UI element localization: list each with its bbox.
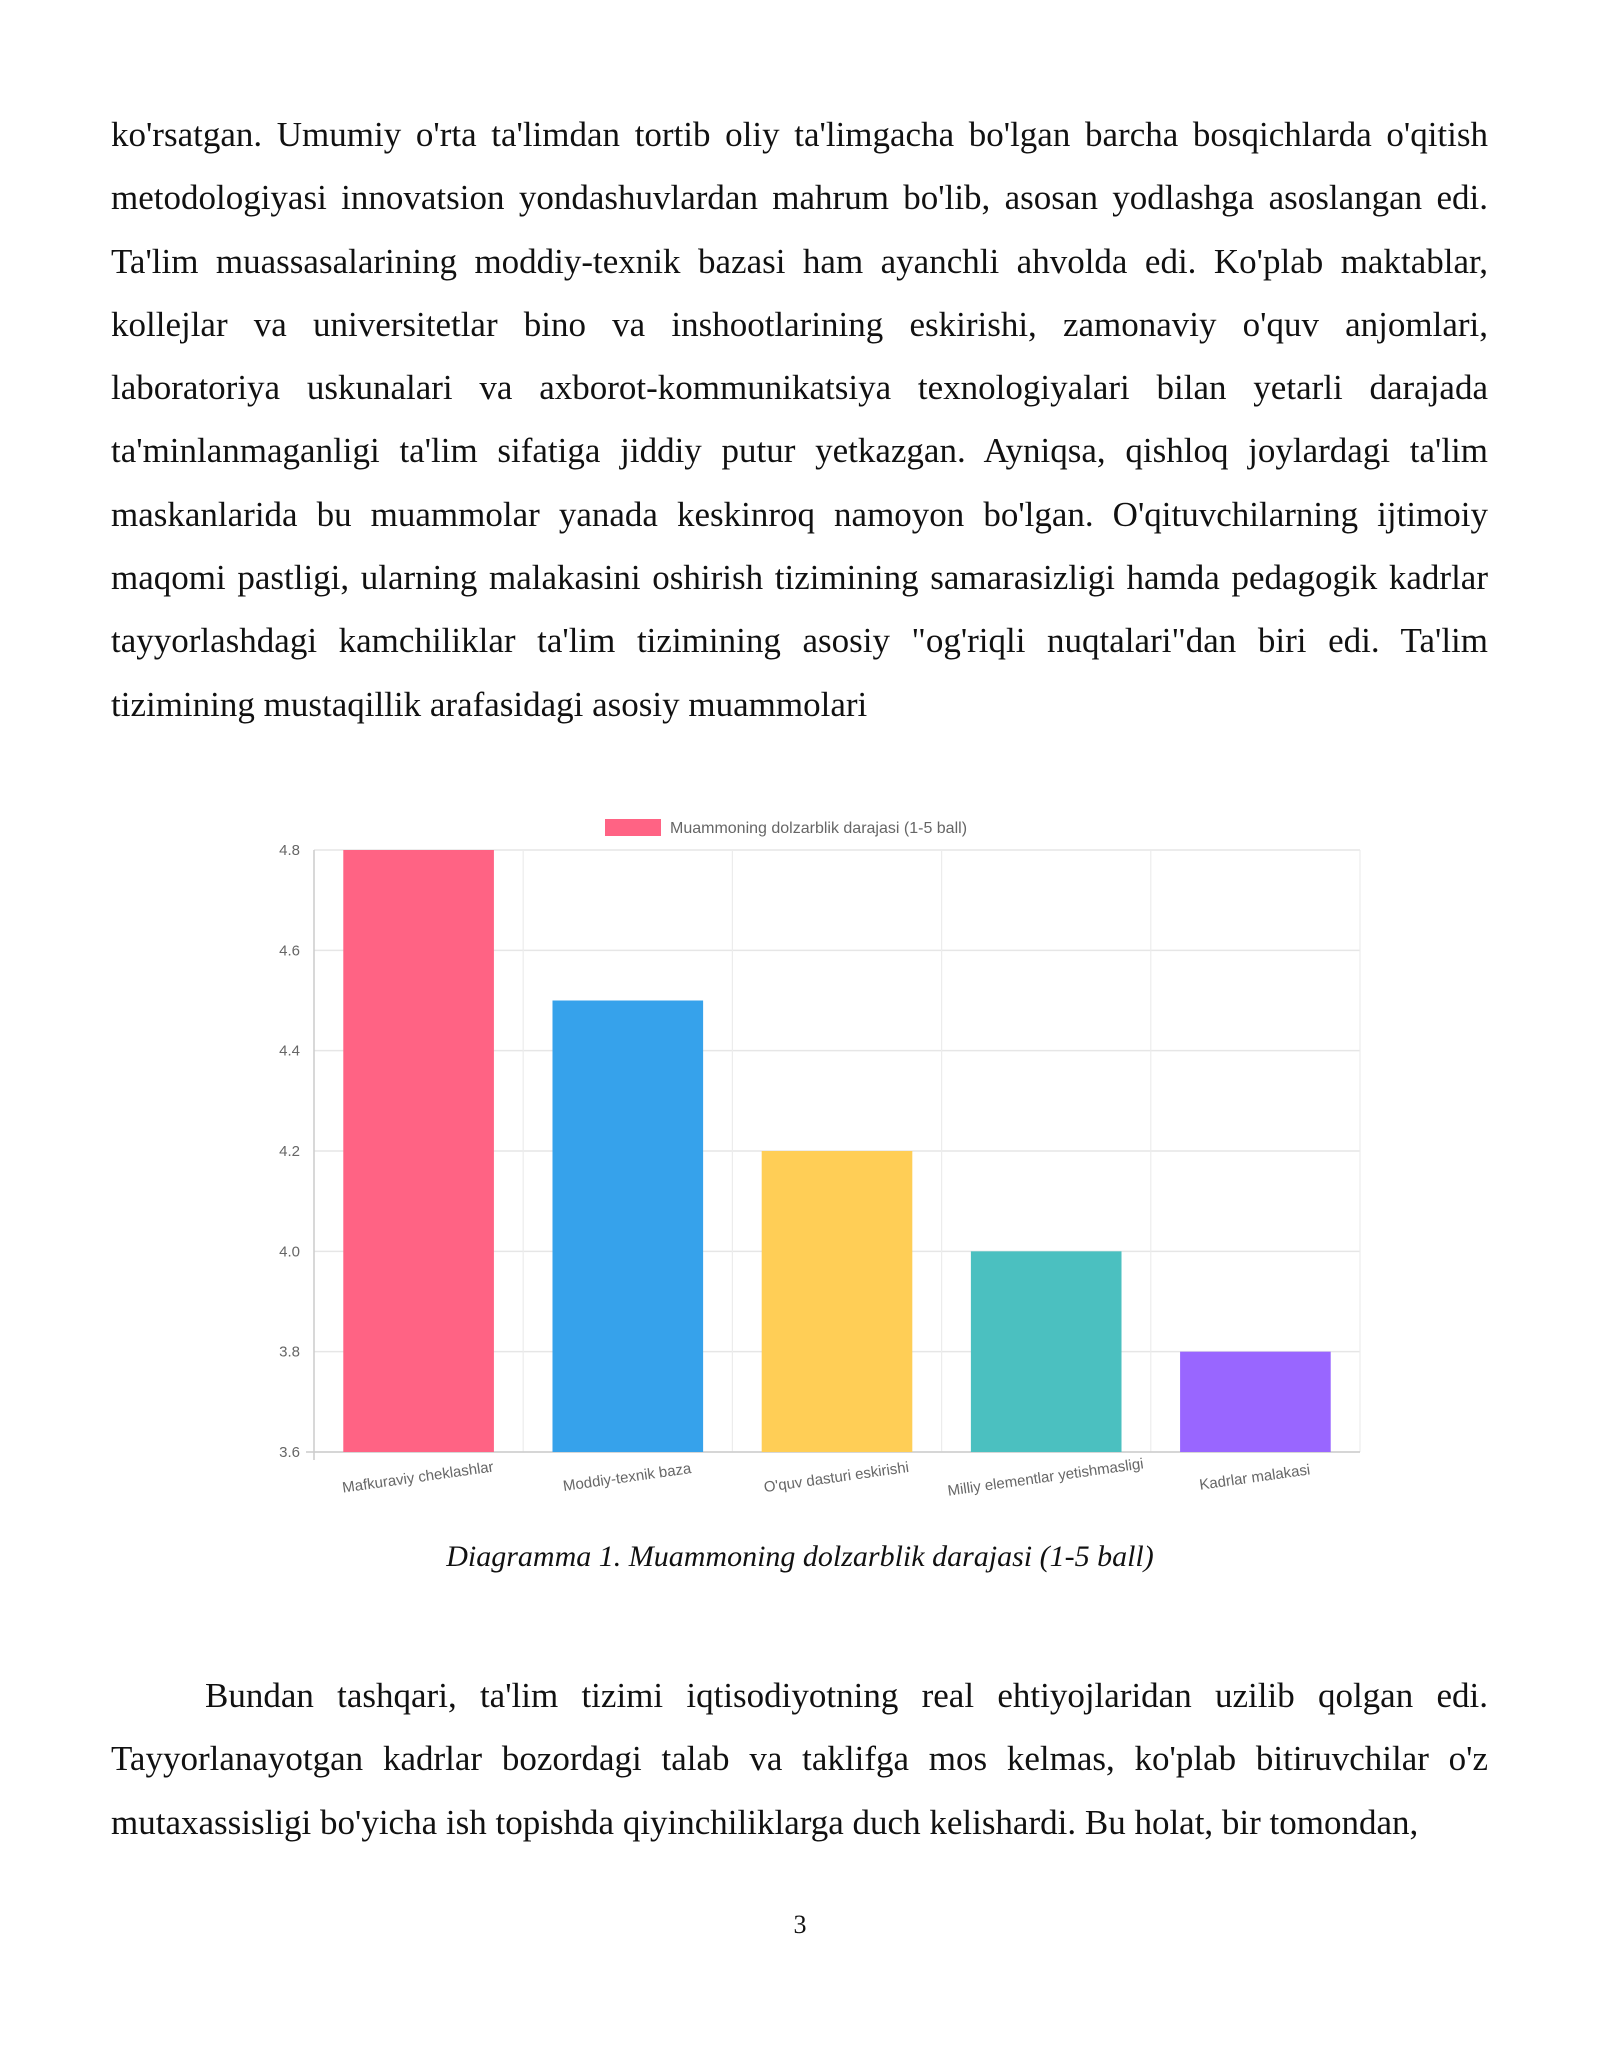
page-number: 3	[793, 1910, 807, 1939]
legend-swatch	[605, 819, 661, 836]
body-paragraph-2: Bundan tashqari, ta'lim tizimi iqtisodiyotning real ehtiyojlaridan uzilib qolgan edi. Tayyorlanayotgan kadrlar bozordagi talab va taklifga mos kelmas, ko'plab bitiruvchilar o'z mutaxassisligi bo'yicha ish topishda qiyinchiliklarga duch kelishardi. Bu holat, bir tomondan,	[111, 1676, 1488, 1842]
bar-chart	[230, 805, 1380, 1525]
legend-label: Muammoning dolzarblik darajasi (1-5 ball)	[670, 820, 968, 837]
y-tick-label: 4.2	[279, 1143, 300, 1160]
y-tick-label: 4.0	[279, 1243, 300, 1261]
y-tick-label: 3.6	[279, 1444, 300, 1461]
x-tick-label: O'quv dasturi eskirishi	[762, 1458, 910, 1497]
y-tick-label: 4.8	[279, 842, 300, 859]
y-tick-label: 3.8	[279, 1343, 300, 1361]
figure-caption: Diagramma 1. Muammoning dolzarblik darajasi (1-5 ball)	[446, 1540, 1154, 1573]
x-tick-label: Milliy elementlar yetishmasligi	[946, 1455, 1145, 1500]
chart-canvas	[230, 805, 1380, 1525]
y-tick-label: 4.4	[279, 1042, 300, 1060]
body-paragraph-1: ko'rsatgan. Umumiy o'rta ta'limdan tortib oliy ta'limgacha bo'lgan barcha bosqichlarda o'qitish metodologiyasi innovatsion yondashuvlardan mahrum bo'lib, asosan yodlashga asoslangan edi. Ta'lim muassasalarining moddiy-texnik bazasi ham ayanchli ahvolda edi. Ko'plab maktablar, kollejlar va universitetlar bino va inshootlarining eskirishi, zamonaviy o'quv anjomlari, laboratoriya uskunalari va axborot-kommunikatsiya texnologiyalari bilan yetarli darajada ta'minlanmaganligi ta'lim sifatiga jiddiy putur yetkazgan. Ayniqsa, qishloq joylardagi ta'lim maskanlarida bu muammolar yanada keskinroq namoyon bo'lgan. O'qituvchilarning ijtimoiy maqomi pastligi, ularning malakasini oshirish tizimining samarasizligi hamda pedagogik kadrlar tayyorlashdagi kamchiliklar ta'lim tizimining asosiy "og'riqli nuqtalari"dan biri edi. Ta'lim tizimining mustaqillik arafasidagi asosiy muammolari	[111, 115, 1488, 724]
x-tick-label: Moddiy-texnik baza	[562, 1460, 693, 1495]
x-tick-label: Kadrlar malakasi	[1198, 1461, 1312, 1494]
bar-4	[971, 1251, 1122, 1452]
y-tick-label: 4.6	[279, 942, 300, 960]
bar-2	[552, 1001, 703, 1453]
bar-1	[343, 850, 494, 1452]
bar-3	[762, 1151, 913, 1452]
bar-5	[1180, 1352, 1331, 1452]
x-tick-label: Mafkuraviy cheklashlar	[341, 1458, 495, 1497]
